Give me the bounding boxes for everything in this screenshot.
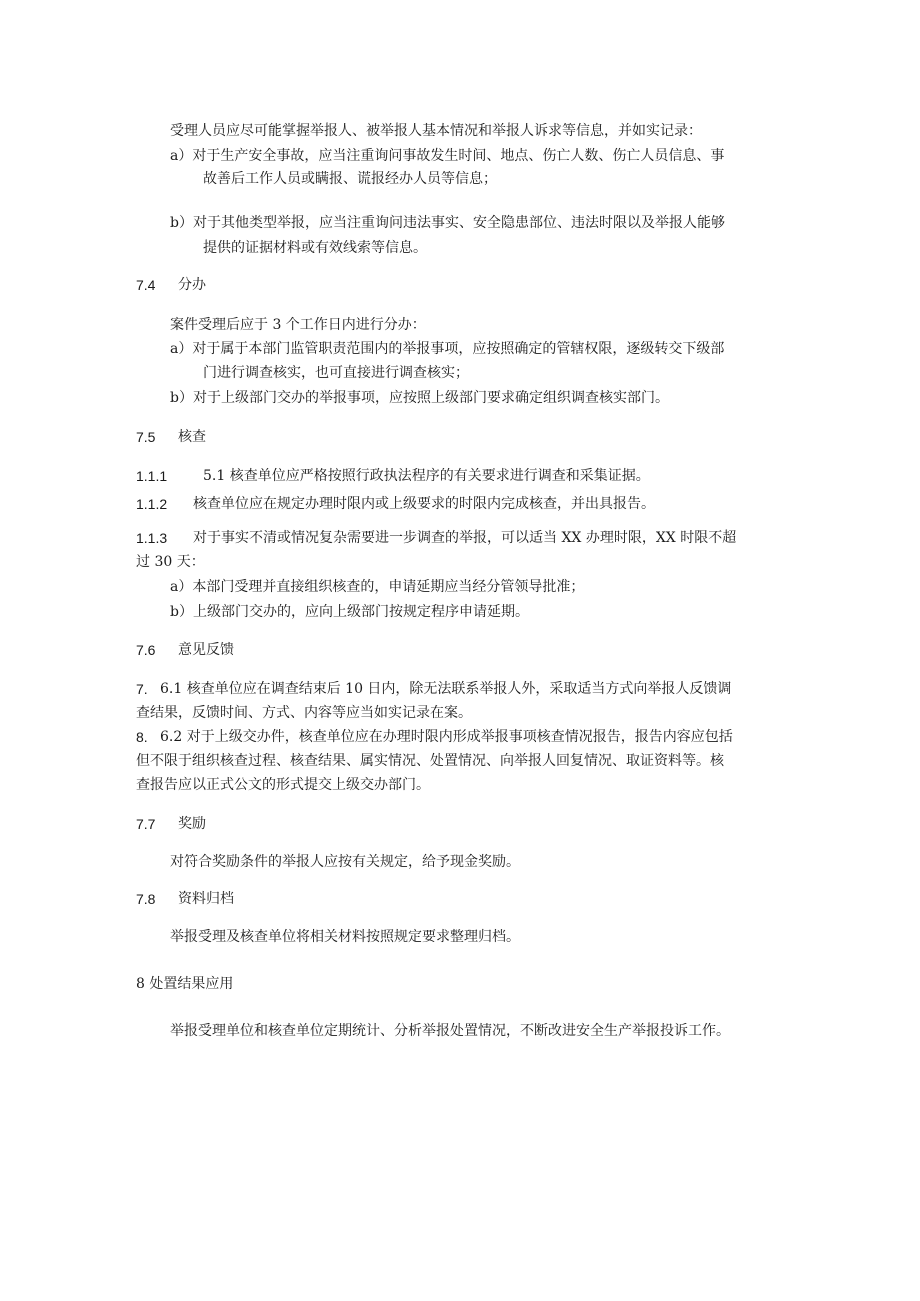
intro-paragraph: 受理人员应尽可能掌握举报人、被举报人基本情况和举报人诉求等信息，并如实记录：: [170, 123, 702, 139]
section-8-paragraph: 举报受理单位和核查单位定期统计、分析举报处置情况，不断改进安全生产举报投诉工作。: [170, 1023, 730, 1039]
item-1-1-1-text: 5.1 核查单位应严格按照行政执法程序的有关要求进行调查和采集证据。: [203, 468, 650, 484]
section-7-7-number: 7.7: [136, 816, 156, 832]
item-1-1-2-text: 核查单位应在规定办理时限内或上级要求的时限内完成核查，并出具报告。: [193, 496, 655, 512]
list-item-b-line2: 提供的证据材料或有效线索等信息。: [203, 240, 427, 256]
item-7-line1: 6.1 核查单位应在调查结束后 10 日内，除无法联系举报人外，采取适当方式向举报人反馈调: [160, 681, 732, 697]
section-7-4-item-b: b）对于上级部门交办的举报事项，应按照上级部门要求确定组织调查核实部门。: [170, 390, 669, 406]
item-1-1-2-number: 1.1.2: [136, 496, 168, 512]
item-1-1-3-number: 1.1.3: [136, 530, 168, 546]
section-7-4-number: 7.4: [136, 277, 156, 293]
section-7-6-title: 意见反馈: [178, 642, 234, 658]
section-7-4-paragraph: 案件受理后应于 3 个工作日内进行分办：: [170, 317, 426, 333]
section-7-6-number: 7.6: [136, 642, 156, 658]
section-7-5-number: 7.5: [136, 429, 156, 445]
item-7-line2: 查结果，反馈时间、方式、内容等应当如实记录在案。: [136, 705, 472, 721]
item-8-line1: 6.2 对于上级交办件，核查单位应在办理时限内形成举报事项核查情况报告，报告内容应包括: [160, 729, 733, 745]
list-item-b-line1: b）对于其他类型举报，应当注重询问违法事实、安全隐患部位、违法时限以及举报人能够: [170, 215, 725, 231]
section-7-5-title: 核查: [178, 429, 206, 445]
section-7-5-item-b: b）上级部门交办的，应向上级部门按规定程序申请延期。: [170, 604, 529, 620]
item-8-number: 8.: [136, 729, 148, 745]
section-7-5-item-a: a）本部门受理并直接组织核查的，申请延期应当经分管领导批准；: [170, 579, 585, 595]
section-7-7-paragraph: 对符合奖励条件的举报人应按有关规定，给予现金奖励。: [170, 854, 520, 870]
section-8-title: 8 处置结果应用: [136, 976, 234, 992]
list-item-a-line1: a）对于生产安全事故，应当注重询问事故发生时间、地点、伤亡人数、伤亡人员信息、事: [170, 148, 725, 164]
item-7-number: 7.: [136, 681, 148, 697]
item-1-1-3-text: 对于事实不清或情况复杂需要进一步调查的举报，可以适当 XX 办理时限，XX 时限不超: [193, 530, 737, 546]
item-8-line3: 查报告应以正式公文的形式提交上级交办部门。: [136, 777, 430, 793]
item-1-1-3-line2: 过 30 天：: [136, 554, 205, 570]
item-1-1-1-number: 1.1.1: [136, 468, 168, 484]
section-7-8-title: 资料归档: [178, 891, 234, 907]
section-7-8-number: 7.8: [136, 891, 156, 907]
section-7-4-item-a-line2: 门进行调查核实，也可直接进行调查核实；: [203, 365, 469, 381]
section-7-8-paragraph: 举报受理及核查单位将相关材料按照规定要求整理归档。: [170, 929, 520, 945]
list-item-a-line2: 故善后工作人员或瞒报、谎报经办人员等信息；: [203, 171, 497, 187]
section-7-7-title: 奖励: [178, 816, 206, 832]
item-8-line2: 但不限于组织核查过程、核查结果、属实情况、处置情况、向举报人回复情况、取证资料等。核: [136, 753, 724, 769]
section-7-4-title: 分办: [178, 277, 206, 293]
section-7-4-item-a-line1: a）对于属于本部门监管职责范围内的举报事项，应按照确定的管辖权限，逐级转交下级部: [170, 341, 725, 357]
